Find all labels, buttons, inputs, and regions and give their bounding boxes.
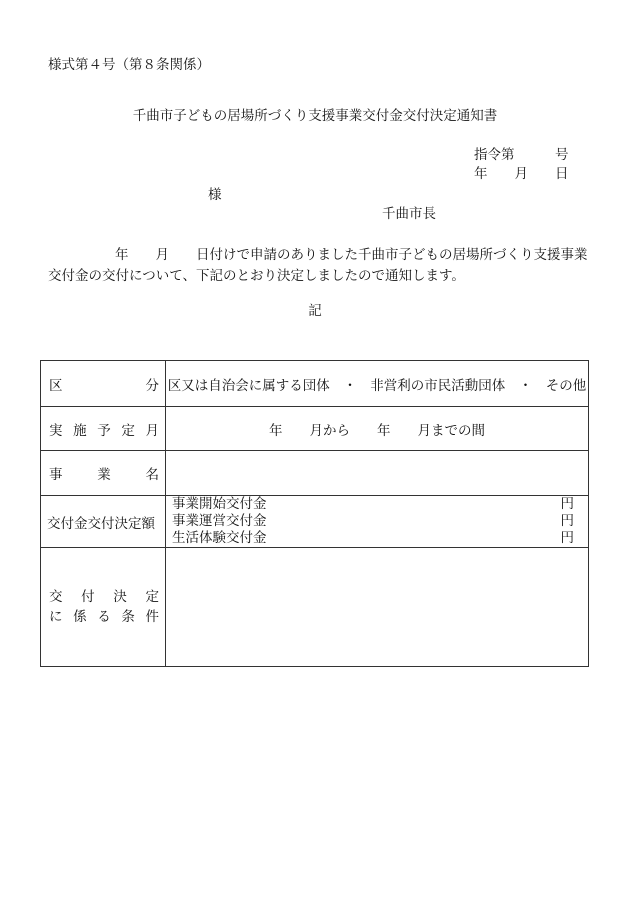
form-number: 様式第４号（第８条関係） <box>48 57 210 73</box>
category-label: 区 分 <box>41 361 166 407</box>
amount-row-life-experience: 生活体験交付金 円 <box>172 530 574 546</box>
conditions-label: 交 付 決 定 に 係 る 条 件 <box>41 548 166 667</box>
ki-heading: 記 <box>308 303 322 319</box>
category-value: 区又は自治会に属する団体 ・ 非営利の市民活動団体 ・ その他 <box>166 361 589 407</box>
conditions-value <box>166 548 589 667</box>
issue-date: 年 月 日 <box>474 166 569 182</box>
table-row-amount <box>41 496 589 548</box>
body-paragraph: 年 月 日付けで申請のありました千曲市子どもの居場所づくり支援事業交付金の交付について、下記のとおり決定しましたので通知します。 <box>48 247 588 284</box>
project-name-label: 事 業 名 <box>41 451 166 496</box>
reference-number: 指令第 号 <box>474 147 569 163</box>
amount-label: 交付金交付決定額 <box>41 496 166 548</box>
table-row-period <box>41 407 589 451</box>
sender: 千曲市長 <box>382 206 436 222</box>
amount-row-operation: 事業運営交付金 円 <box>172 513 574 529</box>
table-row-conditions <box>41 548 589 667</box>
amount-values <box>166 496 589 548</box>
table-row-category <box>41 361 589 407</box>
period-label: 実 施 予 定 月 <box>41 407 166 451</box>
period-value: 年 月から 年 月までの間 <box>166 407 589 451</box>
document-title: 千曲市子どもの居場所づくり支援事業交付金交付決定通知書 <box>132 108 498 124</box>
table-row-project <box>41 451 589 496</box>
amount-row-start: 事業開始交付金 円 <box>172 496 574 512</box>
decision-table <box>40 360 589 667</box>
project-name-value <box>166 451 589 496</box>
addressee: 様 <box>208 187 222 203</box>
